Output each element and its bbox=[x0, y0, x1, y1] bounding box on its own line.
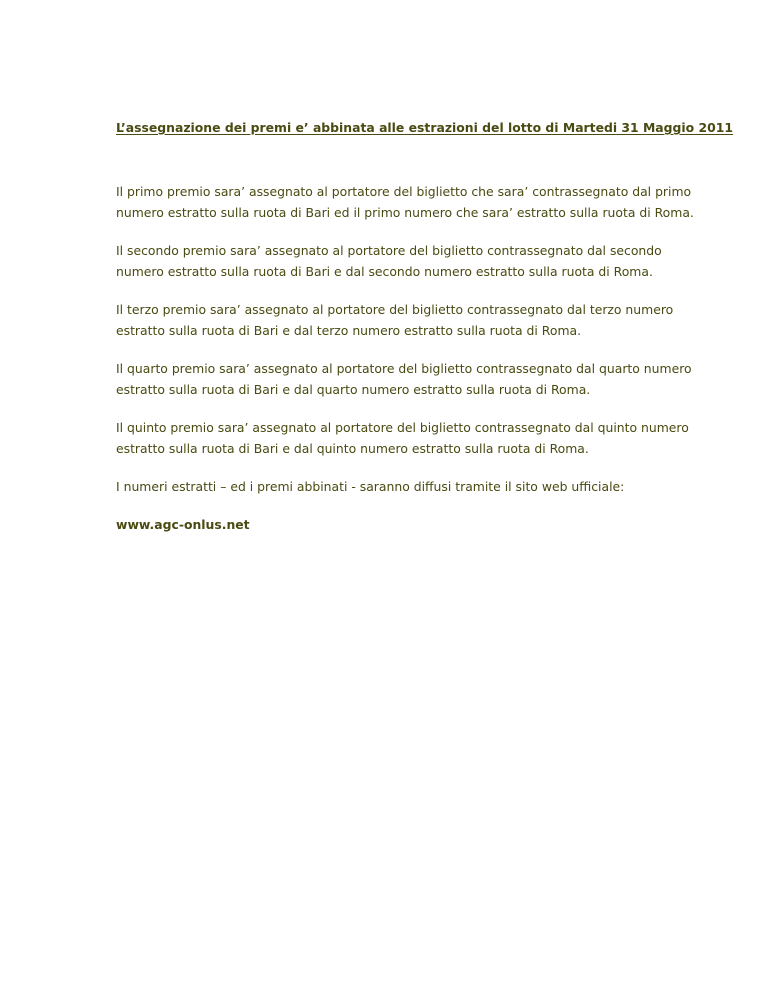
document-title: L’assegnazione dei premi e’ abbinata alle estrazioni del lotto di Martedi 31 Maggio 2011 bbox=[116, 120, 733, 135]
paragraph-announcement: I numeri estratti – ed i premi abbinati - saranno diffusi tramite il sito web ufficiale: bbox=[116, 479, 625, 494]
paragraph-fifth-prize: Il quinto premio sara’ assegnato al portatore del biglietto contrassegnato dal quinto numero estratto sulla ruota di Bari e dal quinto numero estratto sulla ruota di Roma. bbox=[116, 420, 689, 456]
document-body bbox=[116, 117, 733, 535]
paragraph-fourth-prize: Il quarto premio sara’ assegnato al portatore del biglietto contrassegnato dal quarto numero estratto sulla ruota di Bari e dal quarto numero estratto sulla ruota di Roma. bbox=[116, 361, 692, 397]
paragraph-first-prize: Il primo premio sara’ assegnato al portatore del biglietto che sara’ contrassegnato dal primo numero estratto sulla ruota di Bari ed il primo numero che sara’ estratto sulla ruota di Roma. bbox=[116, 184, 694, 220]
paragraph-second-prize: Il secondo premio sara’ assegnato al portatore del biglietto contrassegnato dal secondo numero estratto sulla ruota di Bari e dal secondo numero estratto sulla ruota di Roma. bbox=[116, 243, 662, 279]
paragraph-third-prize: Il terzo premio sara’ assegnato al portatore del biglietto contrassegnato dal terzo numero estratto sulla ruota di Bari e dal terzo numero estratto sulla ruota di Roma. bbox=[116, 302, 674, 338]
website-link[interactable]: www.agc-onlus.net bbox=[116, 517, 250, 532]
